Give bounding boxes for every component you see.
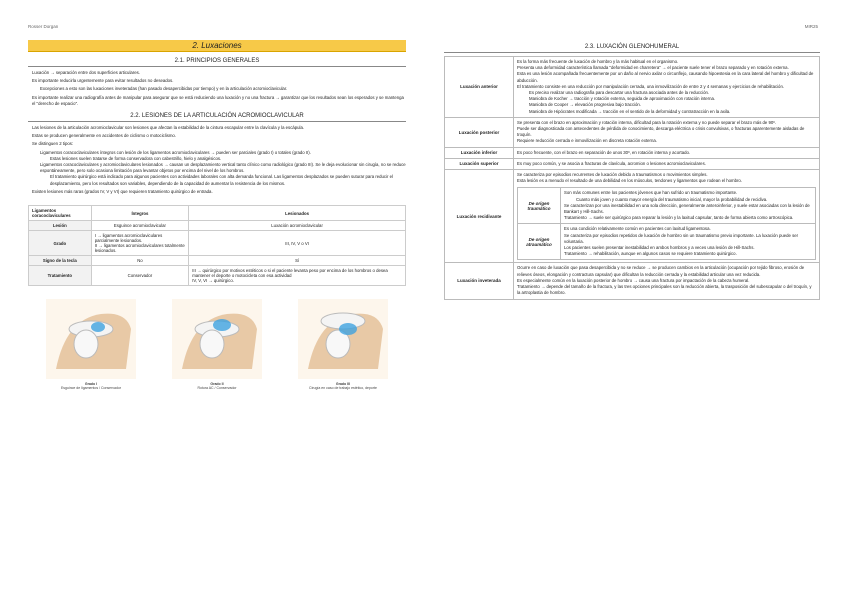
- list-item: Es poco frecuente, con el brazo en separación de unos 30º, en rotación interna y acortado.: [517, 149, 691, 155]
- list-item: Tratamiento → depende del tamaño de la fractura, y las tres opciones principales son la reducción abierta, la trasposición del subescapular o del troquín, y la artroplastia de hombro.: [517, 284, 812, 296]
- row-label: Tratamiento: [29, 266, 92, 286]
- paragraph: Es importante realizar una radiografía antes de manipular para asegurar que se está reduciendo una luxación y no una fractura → garantizar que los resultados sean los esperados y se mantenga el "derecho de espacio".: [32, 94, 404, 106]
- list-item: Es muy poco común, y se asocia a fracturas de clavícula, acromion o lesiones acromioclaviculares.: [517, 160, 706, 166]
- left-column: [28, 40, 406, 390]
- list-item: Tratamiento → suele ser quirúrgico para reparar la lesión y la laxitud capsular, tanto de forma abierta como artroscópica.: [564, 215, 794, 221]
- list-item: Se caracterizan por una inestabilidad en una sola dirección, generalmente anteroinferior, y suele estar asociadas con la lesión de Bankart y Hill-Sachs.: [564, 202, 810, 215]
- cell-line: IV, V, VI → quirúrgico.: [192, 278, 234, 284]
- list-item: Es especialmente común en la luxación posterior de hombro → causa una fractura por impactación de la cabeza humeral.: [517, 277, 750, 283]
- table-cell: [189, 266, 406, 286]
- ac-table: [28, 205, 406, 286]
- list-item: Tratamiento → rehabilitación, aunque en algunos casos se requiere tratamiento quirúrgico.: [564, 251, 737, 257]
- list-item: Se caracteriza por episodios repetidos de luxación de hombro sin un traumatismo previo importante. La luxación puede ser voluntaria.: [564, 232, 799, 244]
- table-header: Ligamentos coracoclaviculares: [29, 206, 92, 221]
- shoulder-illustration: [298, 299, 388, 390]
- figure-caption: Cirugía en caso de trabajo estético, deporte: [309, 386, 377, 391]
- table-cell: [561, 188, 816, 224]
- subrow-label: De origen traumático: [518, 188, 561, 224]
- illustration-row: [28, 290, 406, 390]
- list-item: El tratamiento consiste en una reducción por manipulación cerrada, una inmovilización de entre 2 y 4 semanas y ejercicios de rehabilitación.: [517, 83, 785, 89]
- table-cell: Conservador: [91, 266, 189, 286]
- shoulder-illustration: [46, 299, 136, 390]
- list-item: Maniobra de Kocher → tracción y rotación externa, seguida de aproximación con rotación interna.: [529, 96, 716, 102]
- paragraph: El tratamiento quirúrgico está indicado para algunos pacientes con actividades laborales con alta demanda funcional. Las ligamentos desplazados se pueden suturar para reducir el desplazamiento, pero los resultados son variables, dependiendo de la capacidad de aumentar la resistencia de los mismos.: [50, 174, 394, 186]
- cell-line: I → ligamentos acromioclaviculares parcialmente lesionados.: [94, 233, 163, 244]
- figure-label: Grado II: [210, 382, 224, 387]
- table-cell: Esguince acromioclavicular: [91, 221, 189, 231]
- table-cell: [514, 158, 820, 169]
- figure-label: Grado III: [335, 382, 351, 387]
- list-item: Requiere reducción cerrada e inmovilización en discreta rotación externa.: [517, 138, 657, 144]
- list-item: Se caracteriza por episodios recurrentes de luxación debido a traumatismos o movimientos simples.: [517, 172, 708, 178]
- glenohumeral-table: [444, 56, 820, 300]
- table-cell: No: [91, 256, 189, 266]
- figure-caption: Rotura AC / Conservador: [197, 386, 237, 391]
- row-label: Grado: [29, 231, 92, 256]
- table-header: Íntegros: [91, 206, 189, 221]
- section-heading: 2.3. LUXACIÓN GLENOHUMERAL: [444, 44, 820, 53]
- right-column: [444, 40, 820, 300]
- list-item: Esta lesión es a menudo el resultado de una debilidad en los músculos, tendones y ligamentos que rodean el hombro.: [517, 178, 743, 184]
- list-item: Se presenta con el brazo en aproximación y rotación interna, dificultad para la rotación externa y no puede separar el brazo más de 90º.: [517, 119, 777, 125]
- recidivante-subtable: [517, 187, 816, 260]
- paragraph: Estas se producen generalmente en accidentes de ciclismo o motociclismo.: [32, 133, 177, 139]
- table-header: Lesionados: [189, 206, 406, 221]
- shoulder-grade1-image: [46, 299, 136, 379]
- row-label: Luxación posterior: [445, 117, 514, 147]
- paragraph: Existen lesiones más raras (grados IV, V y VI) que requieren tratamiento quirúrgico de entrada.: [32, 188, 213, 194]
- table-cell: [91, 231, 189, 256]
- shoulder-grade2-image: [172, 299, 262, 379]
- row-label: Luxación anterior: [445, 57, 514, 118]
- table-cell: Sí: [189, 256, 406, 266]
- figure-caption: Esguince de ligamentos / Conservador: [60, 386, 122, 391]
- shoulder-illustration: [172, 299, 262, 390]
- code-header: MIR25: [804, 24, 818, 29]
- paragraph: Estas lesiones suelen tratarse de forma conservadora con cabestrillo, hielo y analgésicos.: [50, 155, 222, 161]
- paragraph: Excepciones a esto son las luxaciones inveteradas (han pasado desapercibidas por tiempo) y en la articulación acromioclavicular.: [40, 86, 288, 92]
- paragraph: Luxación → separación entre dos superficies articulares.: [32, 70, 140, 75]
- list-item: Ocurre en caso de luxación que pasa desapercibida y no se reduce → se producen cambios en la articulación (ocupación por tejido fibroso, erosión de relieves óseos, elongación y contractura capsular) que dificultan la reducción cerrada y la estabilidad articular una vez reducida.: [517, 265, 805, 277]
- list-item: Maniobra de Hipócrates modificada → tracción en el sentido de la deformidad y contratracción en la axila.: [529, 108, 731, 114]
- paragraph: Ligamentos coracoclaviculares íntegros con lesión de los ligamentos acromioclaviculares → pueden ser parciales (grado I) o totales (grado II).: [40, 149, 311, 155]
- list-item: Es una condición relativamente común en pacientes con laxitud ligamentosa.: [564, 226, 711, 232]
- section-heading: 2.2. LESIONES DE LA ARTICULACIÓN ACROMIOCLAVICULAR: [28, 113, 406, 122]
- list-item: Presenta una deformidad característica llamada "deformidad en charretera" → el paciente suele tener el brazo separado y en rotación externa.: [517, 65, 789, 71]
- row-label: Lesión: [29, 221, 92, 231]
- table-cell: [514, 117, 820, 147]
- list-item: Cuanto más joven y cuanto mayor energía del traumatismo inicial, mayor la probabilidad de recidiva.: [576, 196, 768, 202]
- list-item: Es la forma más frecuente de luxación de hombro y la más habitual en el organismo.: [517, 59, 679, 64]
- table-cell: [514, 263, 820, 299]
- paragraph: Se distinguen 2 tipos:: [32, 141, 74, 147]
- table-cell: Luxación acromioclavicular: [189, 221, 406, 231]
- table-cell: [514, 170, 820, 263]
- list-item: Los pacientes suelen presentar inestabilidad en ambos hombros y a veces una lesión de Hill-Sachs.: [564, 245, 755, 251]
- paragraph: Ligamentos coracoclaviculares y acromioclaviculares lesionados → causan un desplazamiento vertical tanto clínico como radiológico (grado III). Se le deja evolucionar sin cirugía, no se reduce espontáneamente, pero solo ocasiona limitación para levantar objetos por encima del nivel de los hombros.: [40, 162, 406, 174]
- author-header: Rosser Dorgan: [28, 24, 59, 29]
- paragraph: Las lesiones de la articulación acromioclavicular son lesiones que afectan la estabilidad de la cintura escapular entre la clavícula y la escápula.: [32, 125, 305, 131]
- list-item: Maniobra de Cooper → elevación progresiva bajo tracción.: [529, 102, 642, 108]
- row-label: Luxación inferior: [445, 147, 514, 158]
- row-label: Luxación inveterada: [445, 263, 514, 299]
- list-item: Puede ser diagnosticada con antecedentes de pérdida de conocimiento, descarga eléctrica o crisis convulsivas, o fracturas aparentemente aisladas de troquín.: [517, 126, 805, 138]
- page-title: 2. Luxaciones: [28, 40, 406, 52]
- section-heading: 2.1. PRINCIPIOS GENERALES: [28, 58, 406, 67]
- shoulder-grade3-image: [298, 299, 388, 379]
- list-item: Es preciso realizar una radiografía para descartar una fractura asociada antes de la reducción.: [529, 90, 710, 96]
- table-cell: [514, 57, 820, 118]
- paragraph: Es importante reducirla urgentemente para evitar resultados no deseados.: [32, 78, 174, 84]
- row-label: Luxación superior: [445, 158, 514, 169]
- row-label: Signo de la tecla: [29, 256, 92, 266]
- subrow-label: De origen atraumático: [518, 224, 561, 260]
- figure-label: Grado I: [84, 382, 98, 387]
- table-cell: III, IV, V o VI: [189, 231, 406, 256]
- cell-line: II → ligamentos acromioclaviculares totalmente lesionados.: [94, 243, 185, 254]
- table-cell: [514, 147, 820, 158]
- table-cell: [561, 224, 816, 260]
- cell-line: III → quirúrgico por motivos estéticos o si el paciente levanta peso por encima de los hombros o desea mantener el deporte o motocicleta con esa actividad: [192, 268, 388, 279]
- list-item: Son más comunes entre los pacientes jóvenes que han sufrido un traumatismo importante.: [564, 190, 738, 196]
- row-label: Luxación recidivante: [445, 170, 514, 263]
- list-item: Esta es una lesión acompañada frecuentemente por un daño al nervio axilar o circunflejo, causando hipoestesia en la cara lateral del hombro y dificultad de abducción.: [517, 71, 814, 83]
